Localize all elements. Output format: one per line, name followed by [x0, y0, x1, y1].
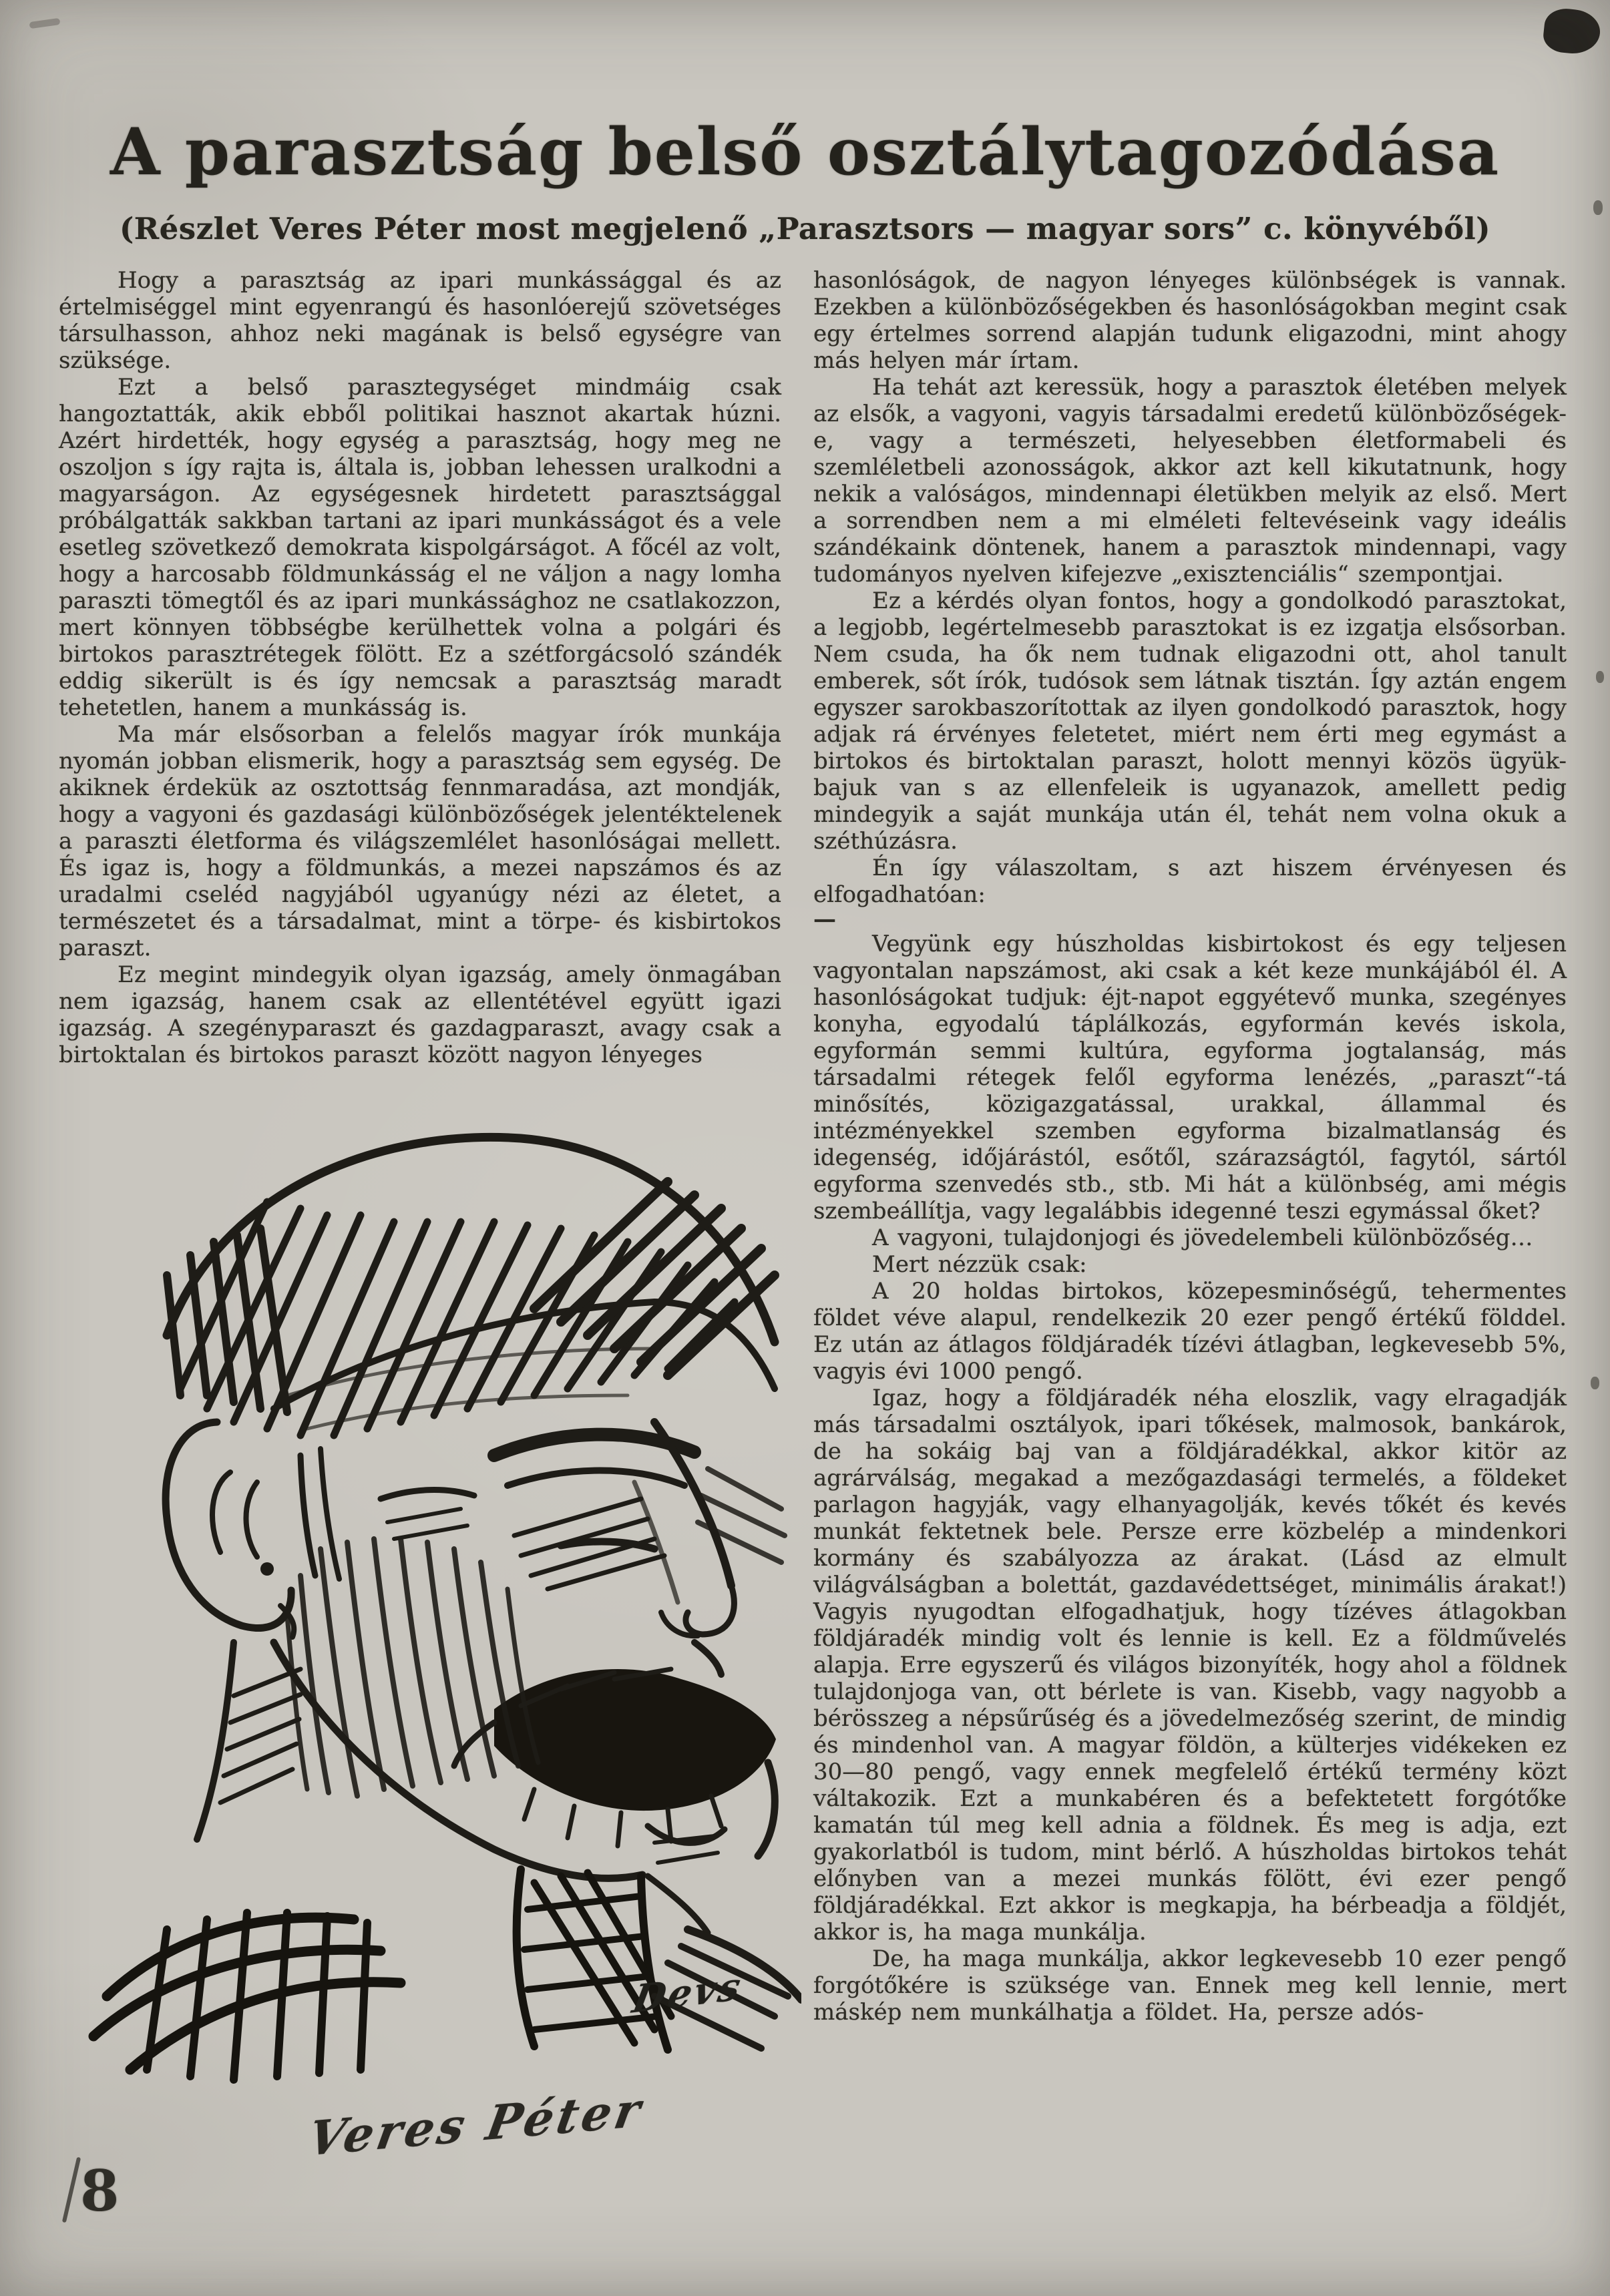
- paragraph: Ma már elsősorban a felelős magyar írók munkája nyomán jobban elismerik, hogy a parasztság sem egység. De akiknek érdekük az osztottság fennmaradása, azt mondják, hogy a vagyoni és gazdasági különbözőségek jelentéktelenek a paraszti életforma és világszemlélet hasonlóságai mellett. És igaz is, hogy a földmunkás, a mezei napszámos és az uradalmi cseléd nagyjából ugyanúgy nézi az életet, a természetet és a társadalmat, mint a törpe- és kisbirtokos paraszt.: [59, 721, 781, 961]
- scan-speck: [1591, 1377, 1599, 1389]
- page-number: 8: [80, 2158, 120, 2224]
- quote-dash: —: [813, 906, 835, 933]
- paragraph: Ezt a belső parasztegységet mindmáig csak hangoztatták, akik ebből politikai hasznot akartak húzni. Azért hirdették, hogy egység a parasztság, hogy meg ne oszoljon s így rajta is, általa is, jobban lehessen uralkodni a magyarságon. Az egységesnek hirdetett parasztsággal próbálgatták sakkban tartani az ipari munkásságot és a vele esetleg szövetkező demokrata kispolgárságot. A főcél az volt, hogy a harcosabb földmunkásság el ne váljon a nagy lomha paraszti tömegtől és az ipari munkássághoz ne csatlakozzon, mert könnyen többségbe kerülhettek volna a polgári és birtokos parasztrétegek fölött. Ez a szétforgácsoló szándék eddig sikerült is és így nemcsak a parasztság maradt tehetetlen, hanem a munkásság is.: [59, 374, 781, 721]
- paragraph: De, ha maga munkálja, akkor legkevesebb 10 ezer pengő forgótőkére is szüksége van. Ennek meg kell lennie, mert máskép nem munkálhatja a földet. Ha, persze adós-: [813, 1945, 1567, 2026]
- paragraph: hasonlóságok, de nagyon lényeges különbségek is vannak. Ezekben a különbözőségekben és hasonlóságokban megint csak egy értelmes sorrend alapján tudunk eligazodni, mint ahogy más helyen már írtam.: [813, 267, 1567, 374]
- paragraph: Mert nézzük csak:: [872, 1251, 1087, 1278]
- scan-speck: [1596, 671, 1604, 683]
- ear: [166, 1422, 339, 1637]
- artist-signature: Devs: [628, 1963, 747, 2023]
- portrait-illustration: [67, 1108, 801, 2110]
- hair: [167, 1137, 775, 1435]
- paragraph: Ha tehát azt keressük, hogy a parasztok életében melyek az elsők, a vagyoni, vagyis társadalmi eredetű különbözőségek-e, vagy a természeti, helyesebben életformabeli és szemléletbeli azonosságok, akkor azt kell kikutatnunk, hogy nekik a valóságos, mindennapi életükben melyik az első. Mert a sorrendben nem a mi elméleti feltevéseink vagy ideális szándékaink döntenek, hanem a parasztok mindennapi, vagy tudományos nyelven kifejezve „exisztenciális“ szempontjai.: [813, 374, 1567, 588]
- paragraph: Ez a kérdés olyan fontos, hogy a gondolkodó parasztokat, a legjobb, legértelmesebb parasztokat is ez izgatja elsősorban. Nem csuda, ha ők nem tudnak eligazodni ott, ahol tanult emberek, sőt írók, tudósok sem látnak tisztán. Így aztán engem egyszer sarokbaszorítottak az ilyen gondolkodó parasztok, hogy adjak rá érvényes feletetet, miért nem érti meg egymást a birtokos és birtoktalan paraszt, holott mennyi közös ügyük-bajuk van s az ellenfeleik is ugyanazok, amellett pedig mindegyik a saját munkája után él, tehát nem volna okuk a széthúzásra.: [813, 588, 1567, 855]
- collar: [517, 1869, 671, 2050]
- paragraph: A 20 holdas birtokos, közepesminőségű, tehermentes földet véve alapul, rendelkezik 20 ezer pengő értékű földdel. Ez után az átlagos földjáradék tízévi átlagban, legkevesebb 5%, vagyis évi 1000 pengő.: [813, 1278, 1567, 1385]
- paragraph: Én így válaszoltam, s azt hiszem érvényesen és elfogadhatóan:: [813, 855, 1567, 908]
- paragraph: Vegyünk egy húszholdas kisbirtokost és egy teljesen vagyontalan napszámost, aki csak a két keze munkájából él. A hasonlóságokat tudjuk: éjt-napot eggyétevő munka, szegényes konyha, egyodalú táplálkozás, egyformán kevés iskola, egyformán semmi kultúra, egyforma jogtalanság, más társadalmi rétegek felől egyforma lenézés, „paraszt“-tá minősítés, közigazgatással, urakkal, állammal és intézményekkel szemben egyforma bizalmatlanság és idegenség, időjárástól, esőtől, szárazságtól, fagytól, sártól egyforma szenvedés stb., stb. Mi hát a különbség, ami mégis szembeállítja, vagy legalábbis idegenné teszi egymással őket?: [813, 931, 1567, 1224]
- paragraph: Ez megint mindegyik olyan igazság, amely önmagában nem igazság, hanem csak az ellentétével együtt igazi igazság. A szegényparaszt és gazdagparaszt, avagy csak a birtoktalan és birtokos paraszt között nagyon lényeges: [59, 961, 781, 1068]
- paragraph: A vagyoni, tulajdonjogi és jövedelembeli különbözőség…: [872, 1224, 1533, 1251]
- left-column: [59, 267, 781, 1068]
- chin: [648, 1826, 725, 1863]
- paragraph: Igaz, hogy a földjáradék néha eloszlik, vagy elragadják más társadalmi osztályok, ipari tőkések, malmosok, bankárok, de ha sokáig baj van a földjáradékkal, akkor kitör az agrárválság, megakad a mezőgazdasági termelés, a földeket parlagon hagyják, vagy elhanyagolják, kevés tőkét és kevés munkát fektetnek bele. Persze erre közbelép a mindenkori kormány és szabályozza az árakat. (Lásd az elmult világválságban a bolettát, gazdavédettséget, minimális árakat!) Vagyis nyugodtan elfogadhatjuk, hogy tízéves átlagokban földjáradék mindig volt és lennie is kell. Ez a földművelés alapja. Erre egyszerű és világos bizonyíték, hogy ahol a földnek tulajdonjoga van, ott bérlete is van. Kisebb, vagy nagyobb a bérösszeg a népsűrűség és a jövedelmezőség szerint, de mindig és mindenhol van. A magyar földön, a külterjes vidékeken ez 30—80 pengő, vagy ennek megfelelő értékű termény közt váltakozik. Ezt a munkabéren és a befektetett forgótőke kamatán túl meg kell adnia a földnek. És meg is adja, ezt gyakorlatból is tudom, mint bérlő. A húszholdas birtokos tehát előnyben van a mezei munkás fölött, évi ezer pengő földjáradékkal. Ezt akkor is megkapja, ha bérbeadja a földjét, akkor is, ha maga munkálja.: [813, 1385, 1567, 1945]
- left-shoulder: [93, 1913, 401, 2080]
- article-title: A parasztság belső osztálytagozódása: [110, 114, 1500, 190]
- cheek-hatch: [287, 1539, 538, 1796]
- article-subtitle: (Részlet Veres Péter most megjelenő „Parasztsors — magyar sors” c. könyvéből): [119, 211, 1491, 246]
- scan-speck: [29, 18, 61, 29]
- author-handwritten-signature: Veres Péter: [304, 2081, 648, 2167]
- right-column: [813, 267, 1567, 2026]
- pencil-mark: [62, 2157, 81, 2223]
- paragraph: Hogy a parasztság az ipari munkássággal és az értelmiséggel mint egyenrangú és hasonlóerejű szövetséges társulhasson, ahhoz neki magának is belső egységre van szüksége.: [59, 267, 781, 374]
- scan-ink-blot: [1542, 7, 1602, 56]
